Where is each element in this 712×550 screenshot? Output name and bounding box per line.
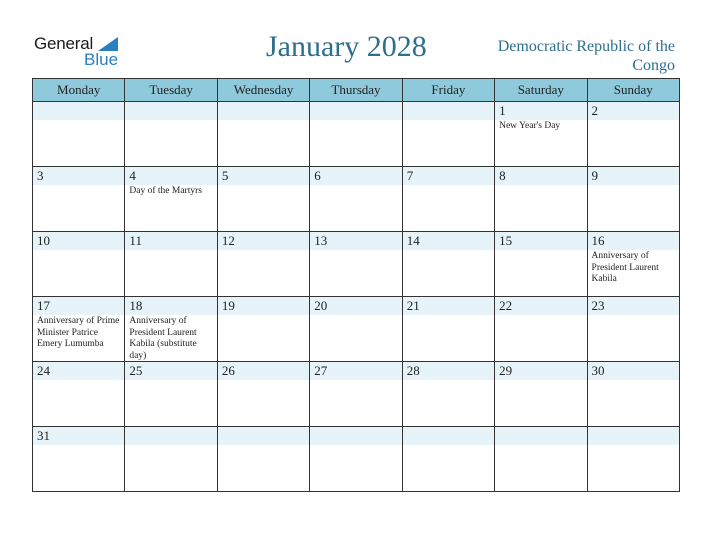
- day-number-band: [588, 427, 679, 445]
- generalblue-logo: [34, 34, 124, 70]
- day-number-band: [310, 427, 401, 445]
- day-number-band: [125, 427, 216, 445]
- day-number: 15: [499, 233, 513, 248]
- day-number: 27: [314, 363, 328, 378]
- day-number-band: [218, 102, 309, 120]
- day-number-band: [588, 167, 679, 185]
- day-number-band: [310, 167, 401, 185]
- day-cell: [587, 427, 679, 492]
- week-row: [33, 362, 680, 427]
- day-cell: [402, 427, 494, 492]
- day-number: 8: [499, 168, 506, 183]
- day-number: 21: [406, 298, 420, 313]
- day-number: 1: [499, 103, 506, 118]
- weekday-header: Sunday: [587, 79, 679, 102]
- day-cell: [402, 167, 494, 232]
- day-cell: [587, 102, 679, 167]
- day-number: 5: [221, 168, 229, 183]
- day-number: 17: [37, 298, 50, 313]
- weekday-header: Thursday: [310, 79, 402, 102]
- day-cell: [310, 297, 402, 362]
- day-cell: [125, 362, 217, 427]
- day-number: 16: [591, 233, 605, 248]
- day-number-band: [403, 167, 494, 185]
- day-cell: [125, 232, 217, 297]
- day-number: 4: [129, 168, 136, 183]
- day-cell: [495, 362, 587, 427]
- day-cell: [587, 297, 679, 362]
- day-number-band: [310, 102, 401, 120]
- weekday-header: Tuesday: [125, 79, 217, 102]
- day-number-band: [403, 427, 494, 445]
- weekday-header-row: [33, 79, 680, 102]
- day-number: 23: [591, 298, 605, 313]
- logo-flag-icon: [98, 37, 118, 51]
- day-cell: [217, 232, 309, 297]
- day-number: 28: [406, 363, 420, 378]
- day-cell: [310, 232, 402, 297]
- week-row: [33, 427, 680, 492]
- day-number: 30: [591, 363, 605, 378]
- day-cell: [310, 102, 402, 167]
- day-number: 19: [221, 298, 235, 313]
- day-number: 6: [314, 168, 321, 183]
- day-cell: [310, 167, 402, 232]
- day-cell: [495, 427, 587, 492]
- day-number: 29: [499, 363, 513, 378]
- logo-text-blue: Blue: [84, 50, 119, 69]
- day-number-band: [125, 167, 216, 185]
- day-number-band: [495, 102, 586, 120]
- calendar-title: January 2028: [266, 30, 427, 63]
- day-number: 24: [37, 363, 50, 378]
- day-cell: [125, 102, 217, 167]
- day-number: 22: [499, 298, 513, 313]
- day-cell: [587, 167, 679, 232]
- holiday-label: Anniversary of President Laurent Kabila (substitute day): [129, 316, 197, 361]
- day-cell: [125, 167, 217, 232]
- day-number: 11: [129, 233, 142, 248]
- day-cell: [125, 427, 217, 492]
- day-cell: [495, 102, 587, 167]
- holiday-label: Anniversary of President Laurent Kabila: [591, 251, 659, 284]
- day-number-band: [218, 427, 309, 445]
- day-cell: [495, 232, 587, 297]
- weekday-header: Monday: [33, 79, 125, 102]
- day-number-band: [33, 167, 124, 185]
- day-cell: [495, 297, 587, 362]
- day-cell: [310, 427, 402, 492]
- day-number: 12: [221, 233, 235, 248]
- day-number: 9: [591, 168, 599, 183]
- day-cell: [217, 362, 309, 427]
- day-cell: [33, 297, 125, 362]
- day-cell: [402, 102, 494, 167]
- day-number: 18: [129, 298, 143, 313]
- week-row: [33, 167, 680, 232]
- day-cell: [402, 297, 494, 362]
- day-number: 2: [591, 103, 599, 118]
- day-cell: [217, 167, 309, 232]
- day-number: 25: [129, 363, 143, 378]
- week-row: [33, 232, 680, 297]
- day-number: 26: [221, 363, 235, 378]
- day-number-band: [495, 167, 586, 185]
- week-row: [33, 102, 680, 167]
- day-cell: [402, 362, 494, 427]
- day-number-band: [218, 167, 309, 185]
- country-name: Democratic Republic of the Congo: [497, 38, 675, 74]
- day-number: 10: [37, 233, 50, 248]
- weekday-header: Saturday: [495, 79, 587, 102]
- day-cell: [495, 167, 587, 232]
- day-number: 14: [406, 233, 420, 248]
- day-cell: [33, 427, 125, 492]
- day-cell: [33, 362, 125, 427]
- day-cell: [217, 427, 309, 492]
- day-cell: [33, 102, 125, 167]
- weekday-header: Wednesday: [217, 79, 309, 102]
- day-cell: [125, 297, 217, 362]
- day-number-band: [125, 102, 216, 120]
- weekday-header: Friday: [402, 79, 494, 102]
- day-number: 3: [37, 168, 44, 183]
- week-row: [33, 297, 680, 362]
- holiday-label: Anniversary of Prime Minister Patrice Emery Lumumba: [37, 316, 120, 349]
- day-number: 13: [314, 233, 328, 248]
- day-cell: [33, 232, 125, 297]
- day-number: 20: [314, 298, 328, 313]
- day-number: 7: [406, 168, 414, 183]
- day-cell: [310, 362, 402, 427]
- day-cell: [587, 362, 679, 427]
- day-number-band: [403, 102, 494, 120]
- day-number-band: [33, 102, 124, 120]
- holiday-label: New Year's Day: [499, 121, 561, 131]
- day-number-band: [495, 427, 586, 445]
- day-cell: [33, 167, 125, 232]
- day-cell: [402, 232, 494, 297]
- day-number-band: [588, 102, 679, 120]
- day-cell: [217, 297, 309, 362]
- logo-text-general: General: [34, 34, 94, 53]
- day-cell: [587, 232, 679, 297]
- day-cell: [217, 102, 309, 167]
- calendar-grid: [32, 78, 680, 492]
- holiday-label: Day of the Martyrs: [129, 186, 202, 196]
- calendar-body: [33, 102, 680, 492]
- day-number: 31: [37, 428, 50, 443]
